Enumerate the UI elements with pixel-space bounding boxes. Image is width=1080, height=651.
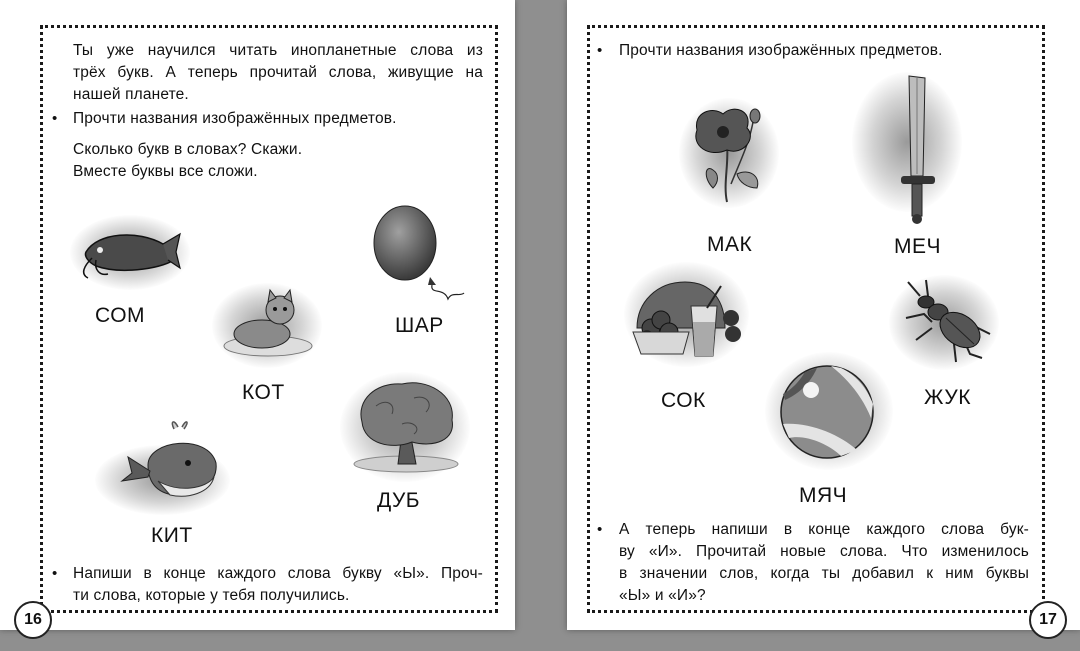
right-page <box>567 0 1080 630</box>
word-cat: КОТ <box>242 381 285 404</box>
question-text <box>73 139 302 183</box>
task1-text: Прочти названия изображённых предметов. <box>73 110 397 127</box>
whale-image <box>118 415 223 500</box>
intro-line: трёх букв. А теперь прочитай слова, живущие на <box>73 64 483 81</box>
task2-line: А теперь напиши в конце каждого слова бук- <box>619 521 1029 538</box>
catfish-image <box>78 222 183 282</box>
bullet: • <box>52 565 58 582</box>
word-oak: ДУБ <box>377 489 421 512</box>
task2-text <box>619 519 1029 607</box>
word-ball: МЯЧ <box>799 484 848 507</box>
task2-text <box>73 563 483 607</box>
intro-text <box>73 40 483 106</box>
task2-line: «Ы» и «И»? <box>619 587 706 604</box>
cat-image <box>222 288 314 358</box>
task2-line: ти слова, которые у тебя получились. <box>73 587 350 604</box>
beetle-image <box>902 278 992 368</box>
bullet: • <box>597 42 603 59</box>
bullet: • <box>52 110 58 127</box>
intro-line: Ты уже научился читать инопланетные слова из <box>73 42 483 59</box>
word-catfish: СОМ <box>95 304 146 327</box>
word-poppy: МАК <box>707 233 753 256</box>
balloon-image <box>372 203 472 303</box>
juice-image <box>629 272 744 357</box>
page-number: 17 <box>1029 601 1067 639</box>
word-juice: СОК <box>661 389 706 412</box>
ball-image <box>779 364 875 460</box>
poppy-image <box>687 104 777 204</box>
task2-line: ву «И». Прочитай новые слова. Что изменилось <box>619 543 1029 560</box>
sword-image <box>899 76 939 224</box>
word-balloon: ШАР <box>395 314 444 337</box>
word-whale: КИТ <box>151 524 193 547</box>
intro-line: нашей планете. <box>73 86 189 103</box>
page-number: 16 <box>14 601 52 639</box>
word-sword: МЕЧ <box>894 235 941 258</box>
word-beetle: ЖУК <box>924 386 971 409</box>
bullet: • <box>597 521 603 538</box>
question-line: Сколько букв в словах? Скажи. <box>73 141 303 158</box>
task2-line: Напиши в конце каждого слова букву «Ы». Проч- <box>73 565 483 582</box>
task1-text: Прочти названия изображённых предметов. <box>619 42 943 59</box>
question-line: Вместе буквы все сложи. <box>73 163 258 180</box>
oak-image <box>352 376 460 472</box>
task2-line: в значении слов, когда ты добавил к ним буквы <box>619 565 1029 582</box>
left-page <box>0 0 515 630</box>
